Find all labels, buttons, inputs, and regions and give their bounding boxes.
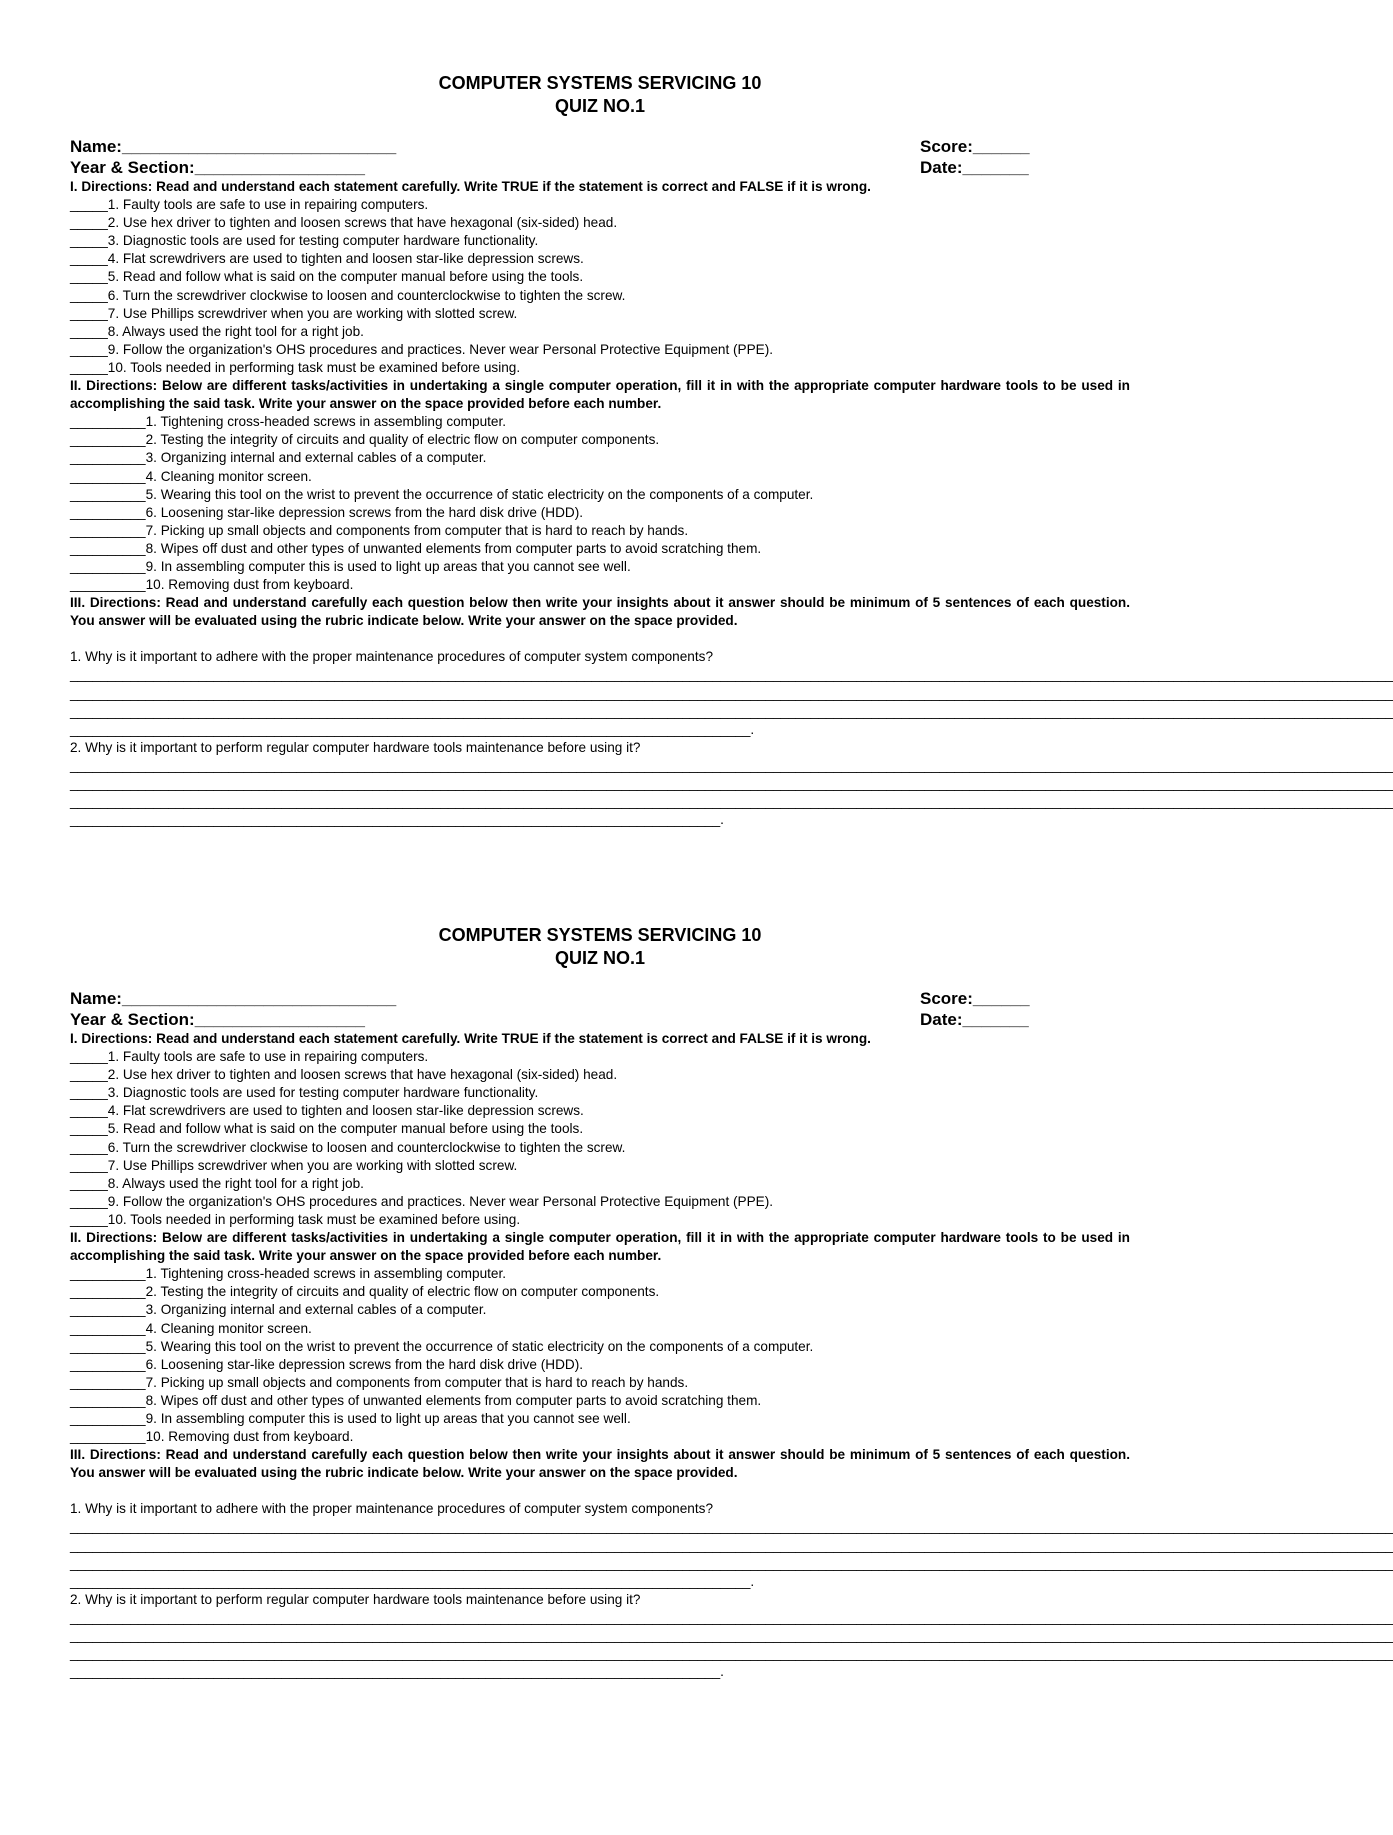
part1-directions: I. Directions: Read and understand each statement carefully. Write TRUE if the statement is correct and FALSE if it is wrong. xyxy=(70,1031,871,1046)
part1-directions: I. Directions: Read and understand each statement carefully. Write TRUE if the statement is correct and FALSE if it is wrong. xyxy=(70,179,871,194)
answer-line[interactable]: _______________________________________________________________________________________________________________________________________________________________________________ xyxy=(70,1646,1393,1662)
date-field[interactable]: Date:_______ xyxy=(920,1009,1029,1029)
part1-item: _____3. Diagnostic tools are used for testing computer hardware functionality. xyxy=(70,1085,539,1101)
question-1: 1. Why is it important to adhere with the proper maintenance procedures of computer system components? xyxy=(70,649,714,665)
answer-line-last[interactable]: ______________________________________________________________________________________. xyxy=(70,1664,724,1680)
part2-item: __________2. Testing the integrity of circuits and quality of electric flow on computer components. xyxy=(70,432,660,448)
part2-item: __________10. Removing dust from keyboard. xyxy=(70,1429,354,1445)
part1-item: _____7. Use Phillips screwdriver when you are working with slotted screw. xyxy=(70,1157,518,1173)
part1-item: _____10. Tools needed in performing task must be examined before using. xyxy=(70,1211,521,1227)
part2-item: __________3. Organizing internal and external cables of a computer. xyxy=(70,1302,487,1318)
header-row-section xyxy=(70,1010,1130,1031)
answer-line[interactable]: _______________________________________________________________________________________________________________________________________________________________________________ xyxy=(70,1628,1393,1643)
part2-item: __________4. Cleaning monitor screen. xyxy=(70,1320,312,1336)
year-section-field[interactable]: Year & Section:__________________ xyxy=(70,1009,365,1029)
quiz-sheet-top xyxy=(70,72,1393,829)
score-field[interactable]: Score:______ xyxy=(920,989,1030,1008)
part1-item: _____9. Follow the organization's OHS procedures and practices. Never wear Personal Protective Equipment (PPE). xyxy=(70,341,774,357)
part3-directions: III. Directions: Read and understand carefully each question below then write your insights about it answer should be minimum of 5 sentences of each question. You answer will be evaluated using the rubric indicate below. Write your answer on the space provided. xyxy=(70,595,1130,629)
part1-item: _____6. Turn the screwdriver clockwise to loosen and counterclockwise to tighten the screw. xyxy=(70,1139,626,1155)
answer-line[interactable]: _______________________________________________________________________________________________________________________________________________________________________________ xyxy=(70,667,1393,683)
part1-item: _____8. Always used the right tool for a right job. xyxy=(70,1175,364,1191)
part2-directions: II. Directions: Below are different tasks/activities in undertaking a single computer operation, fill it in with the appropriate computer hardware tools to be used in accomplishing the said task. Write your answer on the space provided before each number. xyxy=(70,1230,1130,1264)
answer-line[interactable]: _______________________________________________________________________________________________________________________________________________________________________________ xyxy=(70,1519,1393,1535)
part2-item: __________5. Wearing this tool on the wrist to prevent the occurrence of static electricity on the components of a computer. xyxy=(70,486,814,502)
part1-item: _____1. Faulty tools are safe to use in repairing computers. xyxy=(70,1049,429,1065)
part3-directions: III. Directions: Read and understand carefully each question below then write your insights about it answer should be minimum of 5 sentences of each question. You answer will be evaluated using the rubric indicate below. Write your answer on the space provided. xyxy=(70,1447,1130,1481)
part1-item: _____6. Turn the screwdriver clockwise to loosen and counterclockwise to tighten the screw. xyxy=(70,287,626,303)
part1-item: _____3. Diagnostic tools are used for testing computer hardware functionality. xyxy=(70,233,539,249)
part2-item: __________5. Wearing this tool on the wrist to prevent the occurrence of static electricity on the components of a computer. xyxy=(70,1338,814,1354)
question-2: 2. Why is it important to perform regular computer hardware tools maintenance before using it? xyxy=(70,739,641,755)
part1-item: _____4. Flat screwdrivers are used to tighten and loosen star-like depression screws. xyxy=(70,1103,584,1119)
part2-item: __________9. In assembling computer this is used to light up areas that you cannot see well. xyxy=(70,1410,631,1426)
part1-item: _____1. Faulty tools are safe to use in repairing computers. xyxy=(70,197,429,213)
score-field[interactable]: Score:______ xyxy=(920,137,1030,156)
quiz-sheet-bottom xyxy=(70,924,1393,1681)
answer-line[interactable]: _______________________________________________________________________________________________________________________________________________________________________________ xyxy=(70,1537,1393,1553)
date-field[interactable]: Date:_______ xyxy=(920,157,1029,177)
answer-line-last[interactable]: __________________________________________________________________________________________. xyxy=(70,1573,755,1589)
part2-item: __________7. Picking up small objects and components from computer that is hard to reach by hands. xyxy=(70,522,689,538)
part1-item: _____5. Read and follow what is said on the computer manual before using the tools. xyxy=(70,269,584,285)
header-row-name xyxy=(70,989,1130,1010)
part2-directions: II. Directions: Below are different tasks/activities in undertaking a single computer operation, fill it in with the appropriate computer hardware tools to be used in accomplishing the said task. Write your answer on the space provided before each number. xyxy=(70,378,1130,412)
answer-line[interactable]: _______________________________________________________________________________________________________________________________________________________________________________ xyxy=(70,776,1393,791)
year-section-field[interactable]: Year & Section:__________________ xyxy=(70,157,365,177)
part2-item: __________8. Wipes off dust and other types of unwanted elements from computer parts to avoid scratching them. xyxy=(70,540,762,556)
part1-item: _____8. Always used the right tool for a right job. xyxy=(70,323,364,339)
answer-line[interactable]: _______________________________________________________________________________________________________________________________________________________________________________ xyxy=(70,1609,1393,1625)
header-row-section xyxy=(70,158,1130,179)
quiz-title: COMPUTER SYSTEMS SERVICING 10 xyxy=(438,925,762,945)
part2-item: __________1. Tightening cross-headed screws in assembling computer. xyxy=(70,414,507,430)
part1-item: _____2. Use hex driver to tighten and loosen screws that have hexagonal (six-sided) head. xyxy=(70,1067,618,1083)
answer-line[interactable]: _______________________________________________________________________________________________________________________________________________________________________________ xyxy=(70,794,1393,810)
part2-item: __________6. Loosening star-like depression screws from the hard disk drive (HDD). xyxy=(70,504,584,520)
question-2: 2. Why is it important to perform regular computer hardware tools maintenance before using it? xyxy=(70,1591,641,1607)
answer-line[interactable]: _______________________________________________________________________________________________________________________________________________________________________________ xyxy=(70,1555,1393,1571)
part2-item: __________6. Loosening star-like depression screws from the hard disk drive (HDD). xyxy=(70,1356,584,1372)
part2-item: __________2. Testing the integrity of circuits and quality of electric flow on computer components. xyxy=(70,1284,660,1300)
part2-item: __________1. Tightening cross-headed screws in assembling computer. xyxy=(70,1266,507,1282)
part1-item: _____9. Follow the organization's OHS procedures and practices. Never wear Personal Protective Equipment (PPE). xyxy=(70,1193,774,1209)
answer-line[interactable]: _______________________________________________________________________________________________________________________________________________________________________________ xyxy=(70,703,1393,719)
quiz-subtitle: QUIZ NO.1 xyxy=(554,96,645,116)
part2-item: __________3. Organizing internal and external cables of a computer. xyxy=(70,450,487,466)
part1-item: _____5. Read and follow what is said on the computer manual before using the tools. xyxy=(70,1121,584,1137)
header-row-name xyxy=(70,137,1130,158)
part2-item: __________7. Picking up small objects and components from computer that is hard to reach by hands. xyxy=(70,1374,689,1390)
part1-item: _____10. Tools needed in performing task must be examined before using. xyxy=(70,359,521,375)
part1-item: _____7. Use Phillips screwdriver when you are working with slotted screw. xyxy=(70,305,518,321)
answer-line[interactable]: _______________________________________________________________________________________________________________________________________________________________________________ xyxy=(70,685,1393,701)
part2-item: __________8. Wipes off dust and other types of unwanted elements from computer parts to avoid scratching them. xyxy=(70,1392,762,1408)
quiz-subtitle: QUIZ NO.1 xyxy=(554,948,645,968)
question-1: 1. Why is it important to adhere with the proper maintenance procedures of computer system components? xyxy=(70,1501,714,1517)
part1-item: _____4. Flat screwdrivers are used to tighten and loosen star-like depression screws. xyxy=(70,251,584,267)
answer-line-last[interactable]: __________________________________________________________________________________________. xyxy=(70,721,755,737)
answer-line[interactable]: _______________________________________________________________________________________________________________________________________________________________________________ xyxy=(70,757,1393,773)
part2-item: __________9. In assembling computer this is used to light up areas that you cannot see well. xyxy=(70,558,631,574)
part1-item: _____2. Use hex driver to tighten and loosen screws that have hexagonal (six-sided) head. xyxy=(70,215,618,231)
name-field[interactable]: Name:_____________________________ xyxy=(70,989,397,1008)
quiz-title: COMPUTER SYSTEMS SERVICING 10 xyxy=(438,73,762,93)
part2-item: __________4. Cleaning monitor screen. xyxy=(70,468,312,484)
answer-line-last[interactable]: ______________________________________________________________________________________. xyxy=(70,812,724,828)
part2-item: __________10. Removing dust from keyboard. xyxy=(70,577,354,593)
name-field[interactable]: Name:_____________________________ xyxy=(70,137,397,156)
